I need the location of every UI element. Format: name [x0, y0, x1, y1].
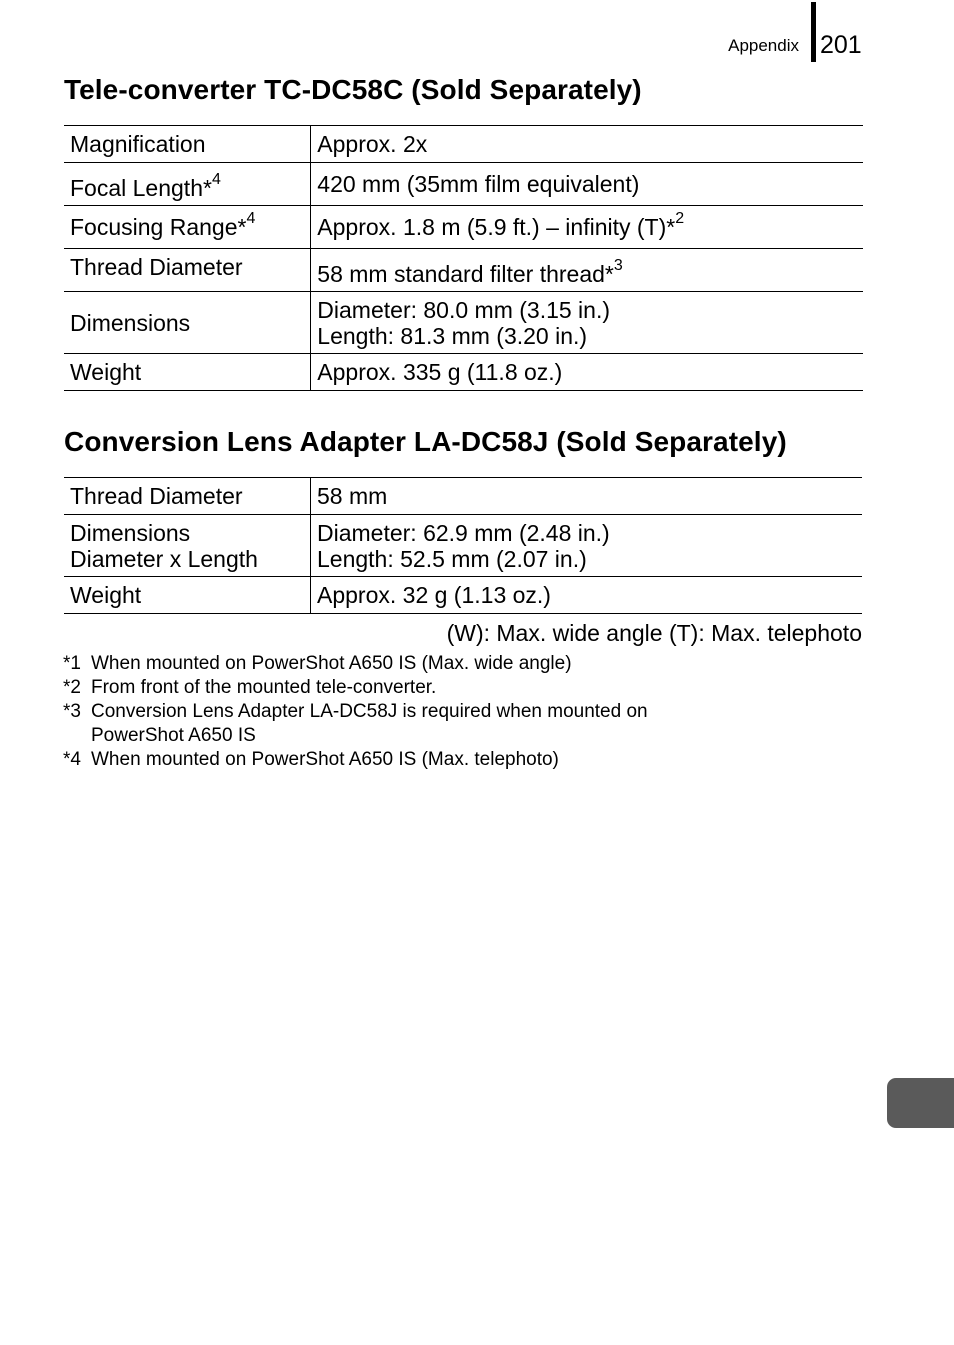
footnote: *3 Conversion Lens Adapter LA-DC58J is required when mounted on PowerShot A650 IS	[63, 701, 648, 746]
spec-value: Approx. 335 g (11.8 oz.)	[311, 354, 863, 391]
footnote-ref: 4	[211, 171, 221, 189]
spec-label: Weight	[64, 577, 311, 614]
spec-label: Focal Length*$^4$	[64, 163, 311, 206]
spec-value: Approx. 1.8 m (5.9 ft.) – infinity (T)*$^2$	[311, 206, 863, 249]
spec-value: Approx. 2x	[311, 126, 863, 163]
spec-label: Dimensions Diameter x Length	[64, 515, 311, 577]
spec-value: Diameter: 62.9 mm (2.48 in.) Length: 52.5 mm (2.07 in.)	[311, 515, 863, 577]
footnote: *4 When mounted on PowerShot A650 IS (Max. telephoto)	[63, 749, 559, 770]
table-row	[64, 515, 862, 577]
adapter-spec-table	[64, 477, 862, 614]
teleconverter-heading: Tele-converter TC-DC58C (Sold Separately)	[64, 74, 642, 105]
spec-label: Focusing Range*$^4$	[64, 206, 311, 249]
chapter-tab-marker	[887, 1078, 954, 1128]
table-row	[64, 163, 863, 206]
footnote-ref: 4	[246, 210, 256, 228]
section-label: Appendix	[728, 36, 799, 55]
spec-value: Approx. 32 g (1.13 oz.)	[311, 577, 863, 614]
footnote: *2 From front of the mounted tele-converter.	[63, 677, 437, 698]
header-divider	[811, 2, 816, 62]
spec-label: Weight	[64, 354, 311, 391]
footnotes	[63, 652, 763, 772]
table-row	[64, 206, 863, 249]
footnote: *1 When mounted on PowerShot A650 IS (Max. wide angle)	[63, 653, 572, 674]
spec-value: Diameter: 80.0 mm (3.15 in.) Length: 81.3 mm (3.20 in.)	[311, 292, 863, 354]
footnote-ref: 2	[675, 210, 685, 228]
spec-label: Thread Diameter	[64, 249, 311, 292]
teleconverter-spec-table	[64, 125, 863, 391]
table-row	[64, 577, 862, 614]
spec-label: Magnification	[64, 126, 311, 163]
adapter-heading: Conversion Lens Adapter LA-DC58J (Sold Separately)	[64, 426, 787, 457]
table-row	[64, 292, 863, 354]
spec-label: Dimensions	[64, 292, 311, 354]
table-row	[64, 249, 863, 292]
spec-value: 420 mm (35mm film equivalent)	[311, 163, 863, 206]
spec-label: Thread Diameter	[64, 478, 311, 515]
spec-value: 58 mm standard filter thread*$^3$	[311, 249, 863, 292]
spec-value: 58 mm	[311, 478, 863, 515]
page-number: 201	[820, 31, 862, 59]
table-row	[64, 354, 863, 391]
table-row	[64, 478, 862, 515]
abbreviation-legend: (W): Max. wide angle (T): Max. telephoto	[446, 620, 862, 646]
footnote-ref: 3	[613, 257, 623, 275]
table-row	[64, 126, 863, 163]
